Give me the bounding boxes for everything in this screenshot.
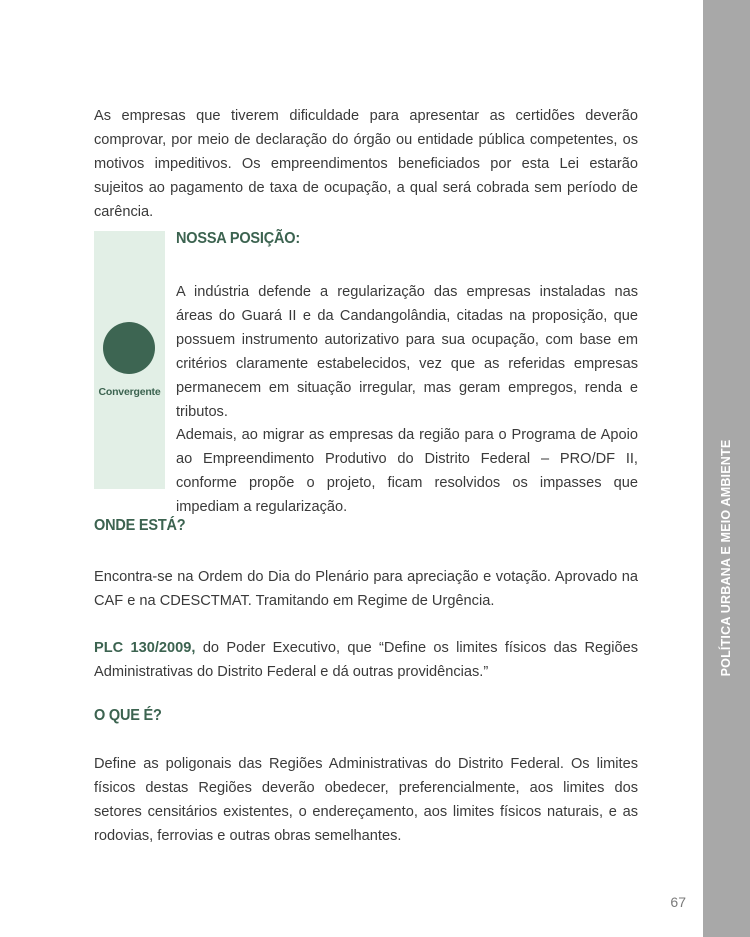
position-heading: NOSSA POSIÇÃO: (176, 230, 300, 248)
intro-paragraph: As empresas que tiverem dificuldade para apresentar as certidões deverão comprovar, por meio de declaração do órgão ou entidade pública competentes, os motivos impeditivos. Os empreendimentos beneficiados por esta Lei estarão sujeitos ao pagamento de taxa de ocupação, a qual será cobrada sem período de carência. (94, 108, 638, 220)
where-paragraph: Encontra-se na Ordem do Dia do Plenário para apreciação e votação. Aprovado na CAF e na CDESCTMAT. Tramitando em Regime de Urgência. (94, 569, 638, 609)
convergent-dot-icon (103, 322, 155, 374)
section-title: POLÍTICA URBANA E MEIO AMBIENTE (719, 439, 733, 677)
position-indicator-label: Convergente (98, 386, 161, 398)
where-heading: ONDE ESTÁ? (94, 517, 186, 535)
position-paragraph-2: Ademais, ao migrar as empresas da região para o Programa de Apoio ao Empreendimento Produtivo do Distrito Federal – PRO/DF II, conforme propõe o projeto, ficam resolvidos os impasses que impediam a regularização. (176, 427, 638, 515)
what-paragraph: Define as poligonais das Regiões Administrativas do Distrito Federal. Os limites físicos destas Regiões deverão obedecer, preferencialmente, aos limites dos setores censitários existentes, o endereçamento, aos limites físicos naturais, e as rodovias, ferrovias e outras obras semelhantes. (94, 756, 638, 844)
page-number: 67 (670, 894, 686, 910)
bill-code: PLC 130/2009, (94, 640, 196, 656)
position-paragraph-1: A indústria defende a regularização das empresas instaladas nas áreas do Guará II e da Candangolândia, citadas na proposição, que possuem instrumento autorizativo para sua ocupação, com base em critérios claramente estabelecidos, vez que as referidas empresas permanecem em situação irregular, mas geram empregos, renda e tributos. (176, 284, 638, 420)
what-heading: O QUE É? (94, 707, 162, 725)
bill-description: do Poder Executivo, que “Define os limites físicos das Regiões Administrativas do Distrito Federal e dá outras providências.” (94, 640, 639, 680)
bill-paragraph (94, 636, 638, 684)
